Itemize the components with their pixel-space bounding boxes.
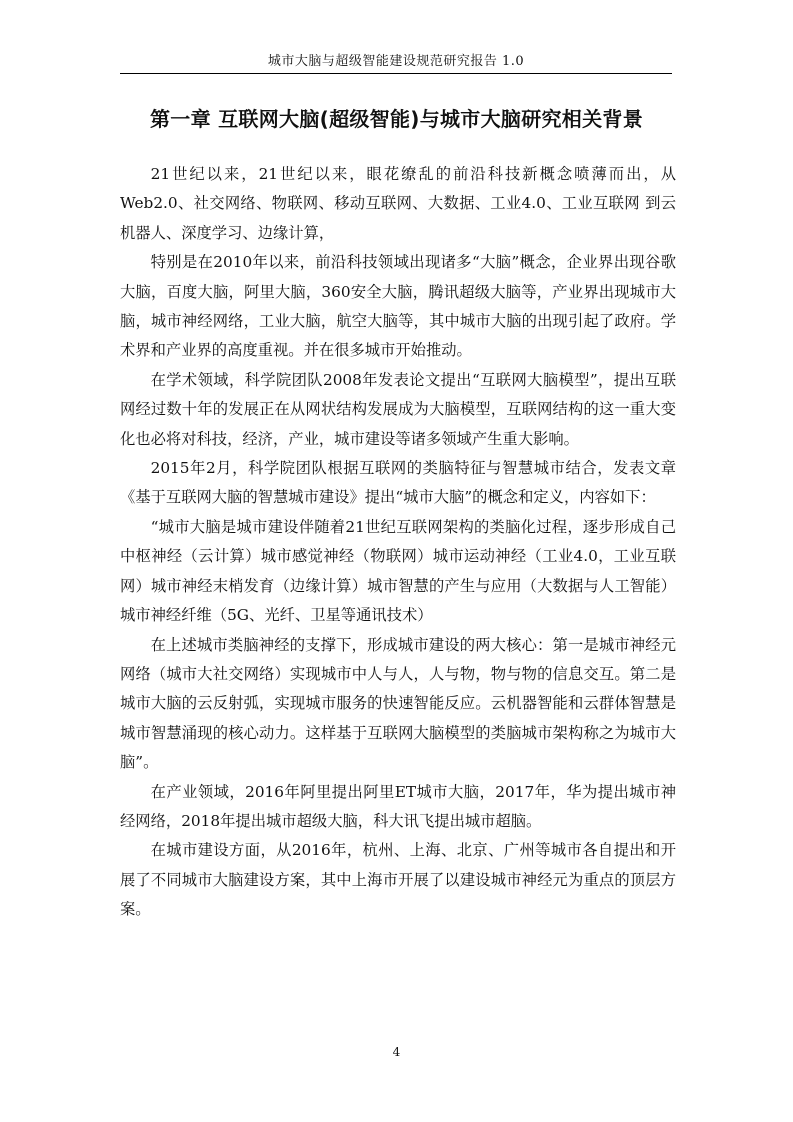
paragraph: 21世纪以来，21世纪以来，眼花缭乱的前沿科技新概念喷薄而出，从Web2.0、社交网络、物联网、移动互联网、大数据、工业4.0、工业互联网 到云机器人、深度学习、边缘计算，	[120, 165, 676, 242]
body-text	[120, 160, 676, 925]
paragraph: 2015年2月，科学院团队根据互联网的类脑特征与智慧城市结合，发表文章《基于互联网大脑的智慧城市建设》提出“城市大脑”的概念和定义，内容如下：	[120, 459, 676, 507]
paragraph: 在产业领域，2016年阿里提出阿里ET城市大脑，2017年，华为提出城市神经网络，2018年提出城市超级大脑，科大讯飞提出城市超脑。	[120, 782, 676, 830]
running-header: 城市大脑与超级智能建设规范研究报告 1.0	[267, 54, 525, 69]
chapter-title: 第一章 互联网大脑(超级智能)与城市大脑研究相关背景	[149, 107, 644, 131]
paragraph: 在城市建设方面，从2016年，杭州、上海、北京、广州等城市各自提出和开展了不同城市大脑建设方案，其中上海市开展了以建设城市神经元为重点的顶层方案。	[120, 841, 676, 919]
header-rule	[120, 73, 672, 74]
quote-paragraph: “城市大脑是城市建设伴随着21世纪互联网架构的类脑化过程，逐步形成自己中枢神经（云计算）城市感觉神经（物联网）城市运动神经（工业4.0，工业互联网）城市神经末梢发育（边缘计算）城市智慧的产生与应用（大数据与人工智能）城市神经纤维（5G、光纤、卫星等通讯技术）	[120, 517, 676, 625]
page-number: 4	[392, 1045, 401, 1059]
paragraph: 在上述城市类脑神经的支撑下，形成城市建设的两大核心：第一是城市神经元网络（城市大社交网络）实现城市中人与人，人与物，物与物的信息交互。第二是城市大脑的云反射弧，实现城市服务的快速智能反应。云机器智能和云群体智慧是城市智慧涌现的核心动力。这样基于互联网大脑模型的类脑城市架构称之为城市大脑”。	[120, 635, 676, 772]
paragraph: 在学术领域，科学院团队2008年发表论文提出“互联网大脑模型”，提出互联网经过数十年的发展正在从网状结构发展成为大脑模型，互联网结构的这一重大变化也必将对科技，经济，产业，城市建设等诸多领域产生重大影响。	[120, 370, 676, 448]
paragraph: 特别是在2010年以来，前沿科技领域出现诸多“大脑”概念，企业界出现谷歌大脑，百度大脑，阿里大脑，360安全大脑，腾讯超级大脑等，产业界出现城市大脑，城市神经网络，工业大脑，航空大脑等，其中城市大脑的出现引起了政府。学术界和产业界的高度重视。并在很多城市开始推动。	[120, 253, 676, 360]
